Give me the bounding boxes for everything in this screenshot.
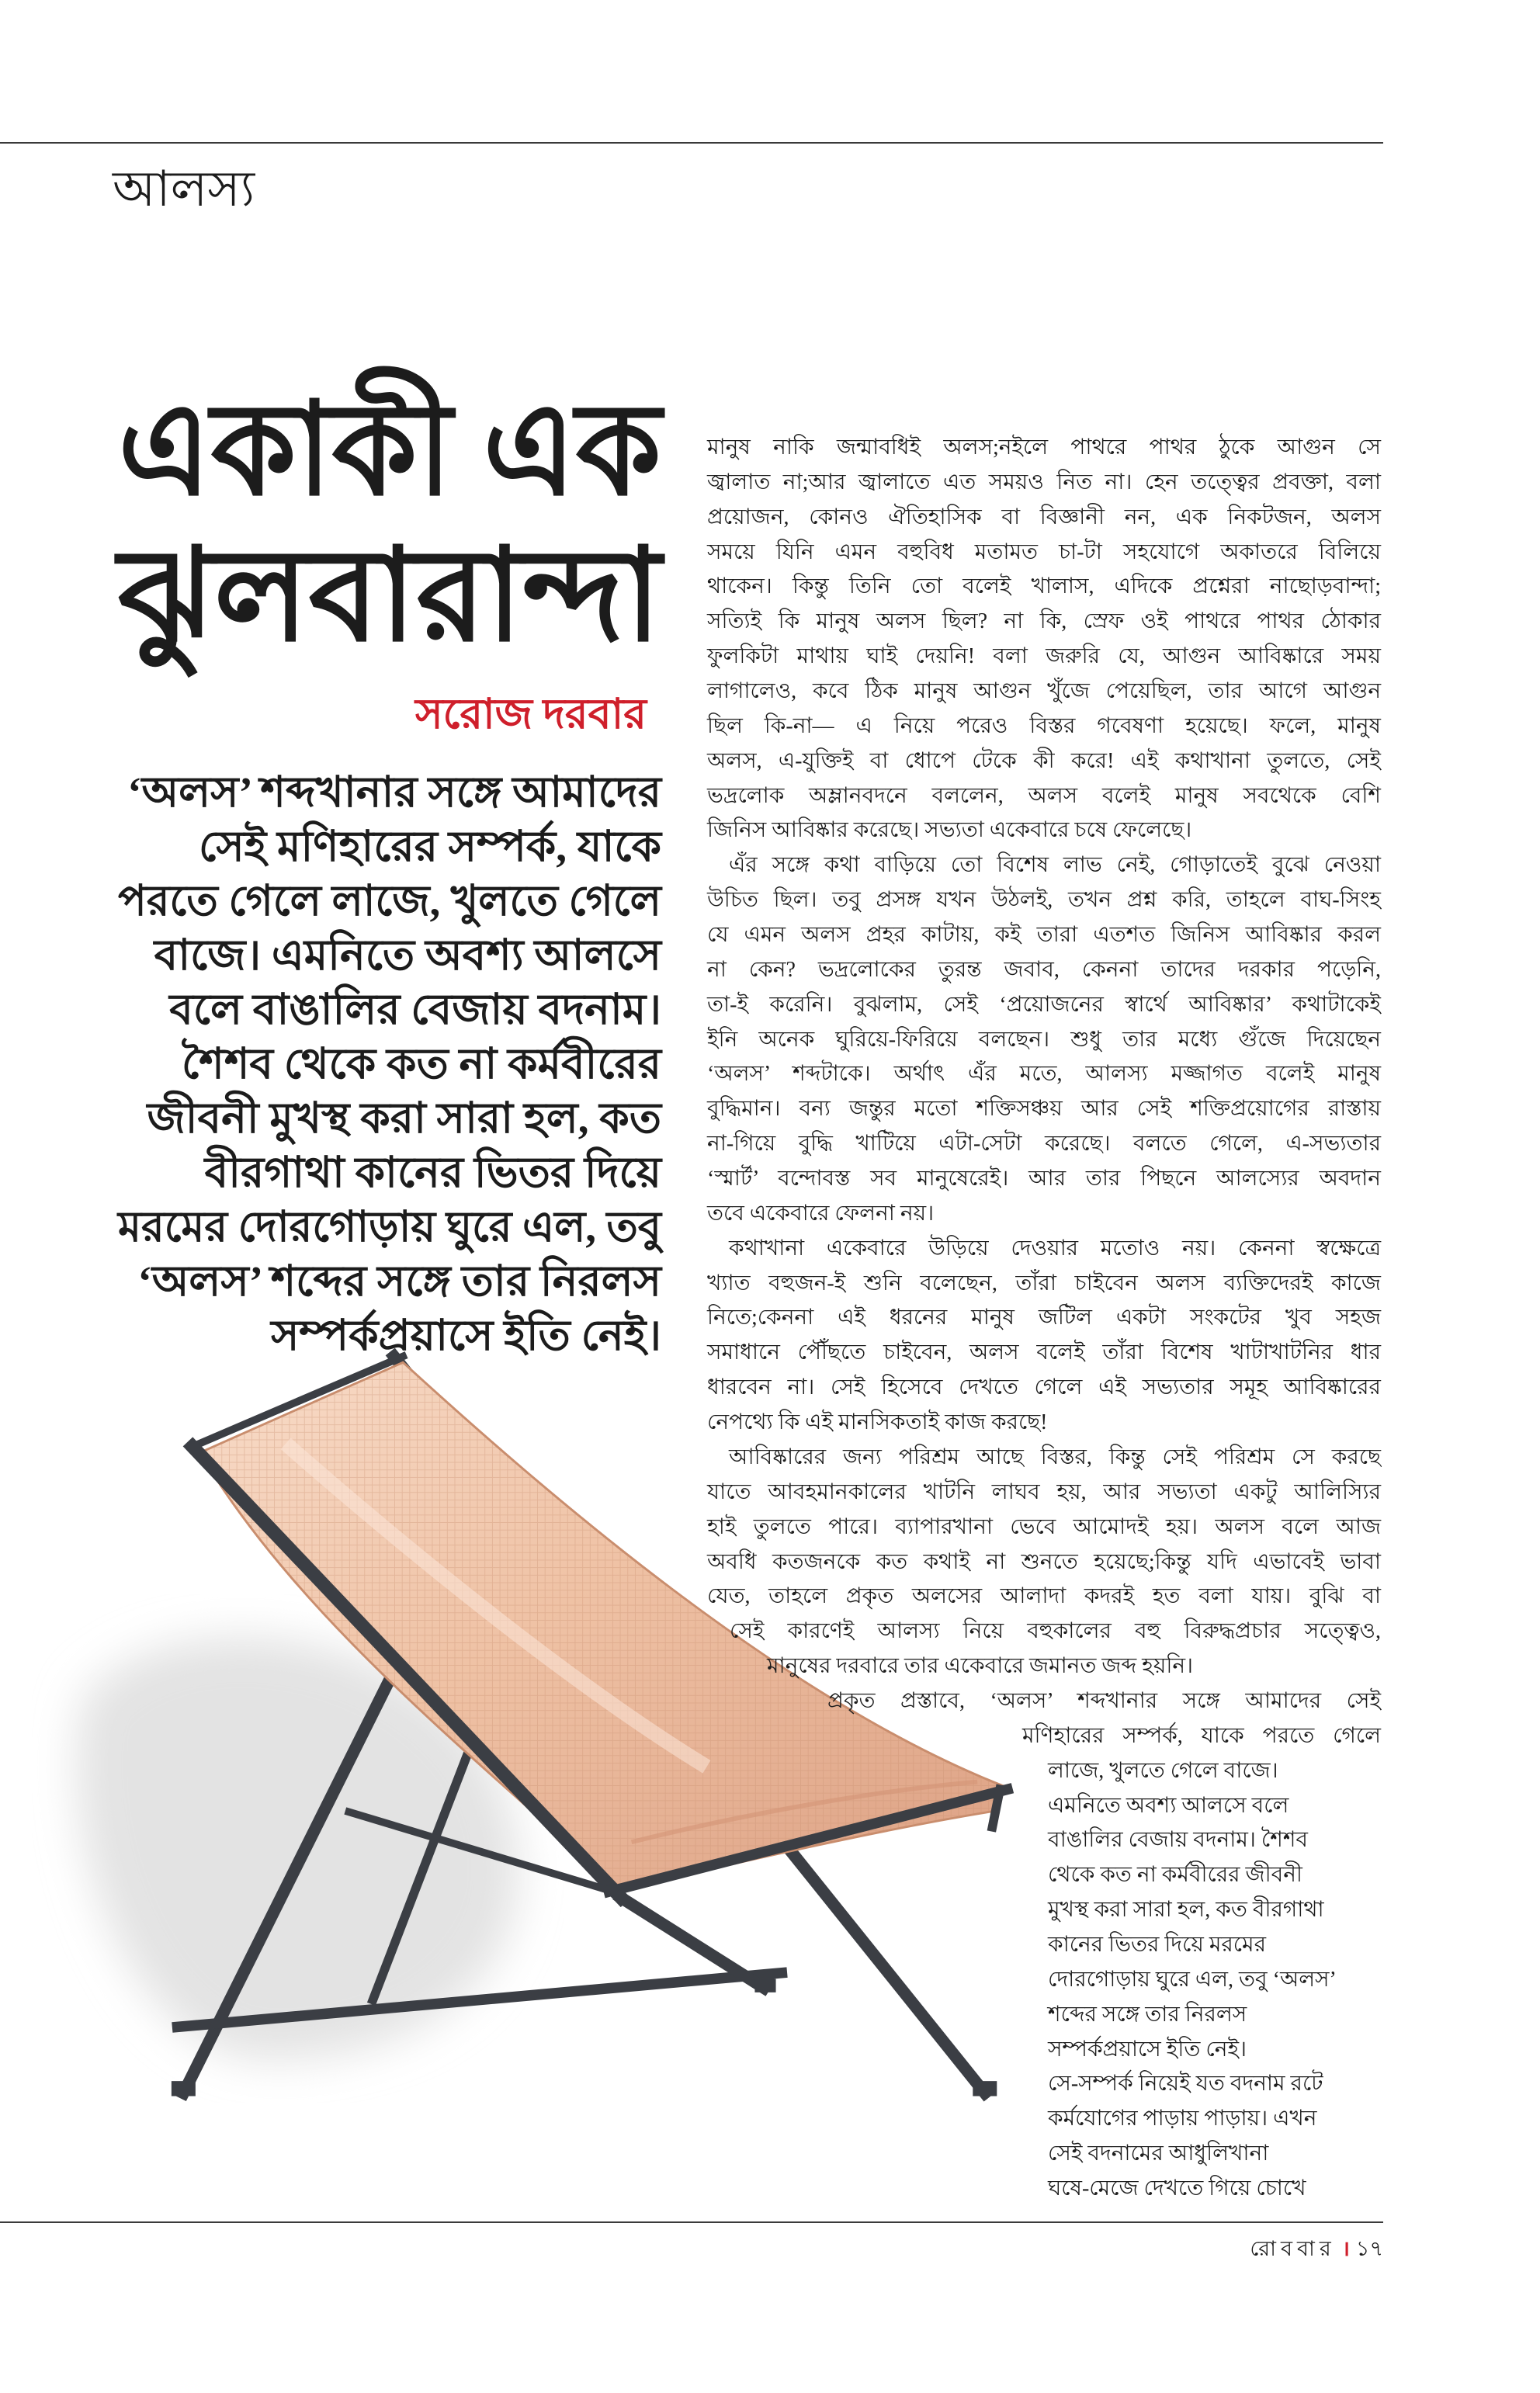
body-line: যাতে আবহমানকালের খাটনি লাঘব হয়, আর সভ্যতা একটু আলিস্যির	[707, 1479, 1381, 1504]
body-line: জিনিস আবিষ্কার করেছে। সভ্যতা একেবারে চষে ফেলেছে।	[707, 818, 1192, 843]
author-byline: সরোজ দরবার	[414, 691, 647, 737]
body-line: মানুষ নাকি জন্মাবধিই অলস;নইলে পাথরে পাথর ঠুকে আগুন সে	[707, 435, 1382, 460]
body-line: যেত, তাহলে প্রকৃত অলসের আলাদা কদরই হত বলা যায়। বুঝি বা	[707, 1584, 1381, 1609]
body-line: বুদ্ধিমান। বন্য জন্তুর মতো শক্তিসঞ্চয় আর সেই শক্তিপ্রয়োগের রাস্তায়	[707, 1097, 1381, 1122]
footer-separator: ।	[1341, 2237, 1350, 2260]
deck-line: বলে বাঙালির বেজায় বদনাম।	[169, 986, 661, 1033]
page-footer	[1087, 2232, 1383, 2265]
deck-line: পরতে গেলে লাজে, খুলতে গেলে	[118, 877, 662, 924]
body-line: ভদ্রলোক অম্লানবদনে বললেন, অলস বলেই মানুষ সবথেকে বেশি	[707, 783, 1381, 808]
body-line: অলস, এ-যুক্তিই বা ধোপে টেকে কী করে! এই কথাখানা তুলতে, সেই	[707, 748, 1381, 773]
body-line: ঘষে-মেজে দেখতে গিয়ে চোখে	[1048, 2176, 1306, 2201]
body-line: কথাখানা একেবারে উড়িয়ে দেওয়ার মতোও নয়। কেননা স্বক্ষেত্রে	[729, 1236, 1382, 1261]
headline	[118, 377, 661, 669]
deck-line: মরমের দোরগোড়ায় ঘুরে এল, তবু	[118, 1203, 661, 1250]
body-line: খ্যাত বহুজন-ই শুনি বলেছেন, তাঁরা চাইবেন অলস ব্যক্তিদেরই কাজে	[707, 1271, 1381, 1295]
body-line: মানুষের দরবারে তার একেবারে জমানত জব্দ হয়নি।	[767, 1654, 1194, 1679]
body-line: আবিষ্কারের জন্য পরিশ্রম আছে বিস্তর, কিন্তু সেই পরিশ্রম সে করছে	[729, 1444, 1381, 1469]
body-line: সে-সম্পর্ক নিয়েই যত বদনাম রটে	[1048, 2072, 1323, 2096]
headline-line-1: একাকী এক	[118, 379, 662, 522]
bottom-rule	[0, 2221, 1383, 2223]
body-line: ছিল কি-না— এ নিয়ে পরেও বিস্তর গবেষণা হয়েছে। ফলে, মানুষ	[707, 713, 1381, 738]
page-number: ১৭	[1355, 2237, 1383, 2260]
deck-line: শৈশব থেকে কত না কর্মবীরের	[182, 1040, 661, 1087]
deck-line: বাজে। এমনিতে অবশ্য আলসে	[154, 931, 661, 979]
section-label: আলস্য	[113, 161, 255, 217]
body-line: জ্বালাত না;আর জ্বালাতে এত সময়ও নিত না। হেন তত্ত্বের প্রবক্তা, বলা	[707, 470, 1381, 494]
body-line: মণিহারের সম্পর্ক, যাকে পরতে গেলে	[1022, 1723, 1382, 1748]
deck-line: ‘অলস’ শব্দের সঙ্গে তার নিরলস	[137, 1257, 661, 1305]
body-line: ‘স্মার্ট’ বন্দোবস্ত সব মানুষেরেই। আর তার পিছনে আলস্যের অবদান	[707, 1167, 1381, 1191]
body-line: লাগালেও, কবে ঠিক মানুষ আগুন খুঁজে পেয়েছিল, তার আগে আগুন	[707, 679, 1382, 704]
deck-line: সেই মণিহারের সম্পর্ক, যাকে	[199, 823, 661, 870]
body-line: ইনি অনেক ঘুরিয়ে-ফিরিয়ে বলছেন। শুধু তার মধ্যে গুঁজে দিয়েছেন	[707, 1027, 1381, 1052]
deck-line: সম্পর্কপ্রয়াসে ইতি নেই।	[271, 1312, 661, 1359]
body-line: থাকেন। কিন্তু তিনি তো বলেই খালাস, এদিকে প্রশ্নেরা নাছোড়বান্দা;	[707, 574, 1381, 599]
body-line: সমাধানে পৌঁছতে চাইবেন, অলস বলেই তাঁরা বিশেষ খাটাখাটনির ধার	[707, 1340, 1382, 1365]
body-line: ফুলকিটা মাথায় ঘাই দেয়নি! বলা জরুরি যে, আগুন আবিষ্কারে সময়	[707, 644, 1381, 669]
body-line: প্রকৃত প্রস্তাবে, ‘অলস’ শব্দখানার সঙ্গে আমাদের সেই	[827, 1688, 1382, 1713]
body-line: লাজে, খুলতে গেলে বাজে।	[1048, 1758, 1278, 1783]
body-line: মুখস্থ করা সারা হল, কত বীরগাথা	[1048, 1898, 1324, 1923]
article-body	[707, 431, 1381, 2207]
body-line: সম্পর্কপ্রয়াসে ইতি নেই।	[1048, 2037, 1247, 2062]
body-line: প্রয়োজন, কোনও ঐতিহাসিক বা বিজ্ঞানী নন, এক নিকটজন, অলস	[707, 505, 1381, 529]
body-line: নেপথ্যে কি এই মানসিকতাই কাজ করছে!	[707, 1410, 1048, 1435]
body-line: নিতে;কেননা এই ধরনের মানুষ জটিল একটা সংকটের খুব সহজ	[707, 1306, 1381, 1330]
body-line: এমনিতে অবশ্য আলসে বলে	[1048, 1793, 1289, 1818]
magazine-name: রোববার	[1250, 2237, 1336, 2260]
body-line: ধারবেন না। সেই হিসেবে দেখতে গেলে এই সভ্যতার সমূহ আবিষ্কারের	[707, 1375, 1381, 1400]
deck-line: ‘অলস’ শব্দখানার সঙ্গে আমাদের	[127, 768, 661, 816]
body-line: সময়ে যিনি এমন বহুবিধ মতামত চা-টা সহযোগে অকাতরে বিলিয়ে	[707, 539, 1381, 564]
deck-line: জীবনী মুখস্থ করা সারা হল, কত	[147, 1094, 661, 1142]
body-line: কানের ভিতর দিয়ে মরমের	[1048, 1932, 1266, 1957]
body-line: না কেন? ভদ্রলোকের তুরন্ত জবাব, কেননা তাদের দরকার পড়েনি,	[707, 957, 1382, 982]
body-line: সত্যিই কি মানুষ অলস ছিল? না কি, স্রেফ ওই পাথরে পাথর ঠোকার	[707, 609, 1381, 634]
body-line: কর্মযোগের পাড়ায় পাড়ায়। এখন	[1048, 2107, 1317, 2131]
body-line: হাই তুলতে পারে। ব্যাপারখানা ভেবে আমোদই হয়। অলস বলে আজ	[707, 1514, 1382, 1539]
body-line: থেকে কত না কর্মবীরের জীবনী	[1048, 1863, 1302, 1888]
body-line: অবধি কতজনকে কত কথাই না শুনতে হয়েছে;কিন্তু যদি এভাবেই ভাবা	[707, 1549, 1381, 1574]
body-line: যে এমন অলস প্রহর কাটায়, কই তারা এতশত জিনিস আবিষ্কার করল	[707, 923, 1381, 948]
body-line: ‘অলস’ শব্দটাকে। অর্থাৎ এঁর মতে, আলস্য মজ্জাগত বলেই মানুষ	[707, 1062, 1382, 1087]
body-line: এঁর সঙ্গে কথা বাড়িয়ে তো বিশেষ লাভ নেই, গোড়াতেই বুঝে নেওয়া	[729, 853, 1382, 878]
deck-line: বীরগাথা কানের ভিতর দিয়ে	[204, 1149, 661, 1196]
body-line: বাঙালির বেজায় বদনাম। শৈশব	[1048, 1828, 1308, 1853]
body-line: সেই বদনামের আধুলিখানা	[1048, 2142, 1269, 2166]
headline-line-2: ঝুলবারান্দা	[118, 525, 661, 668]
body-line: না-গিয়ে বুদ্ধি খাটিয়ে এটা-সেটা করেছে। বলতে গেলে, এ-সভ্যতার	[707, 1132, 1382, 1157]
body-line: দোরগোড়ায় ঘুরে এল, তবু ‘অলস’	[1048, 1967, 1337, 1992]
body-line: তা-ই করেনি। বুঝলাম, সেই ‘প্রয়োজনের স্বার্থে আবিষ্কার’ কথাটাকেই	[707, 992, 1381, 1017]
body-line: তবে একেবারে ফেলনা নয়।	[707, 1201, 935, 1226]
top-rule	[0, 142, 1383, 144]
body-line: শব্দের সঙ্গে তার নিরলস	[1048, 2002, 1247, 2027]
body-line: সেই কারণেই আলস্য নিয়ে বহুকালের বহু বিরুদ্ধপ্রচার সত্ত্বেও,	[730, 1619, 1382, 1644]
deck-standfirst	[118, 765, 661, 1363]
body-line: উচিত ছিল। তবু প্রসঙ্গ যখন উঠলই, তখন প্রশ্ন করি, তাহলে বাঘ-সিংহ	[707, 888, 1381, 913]
